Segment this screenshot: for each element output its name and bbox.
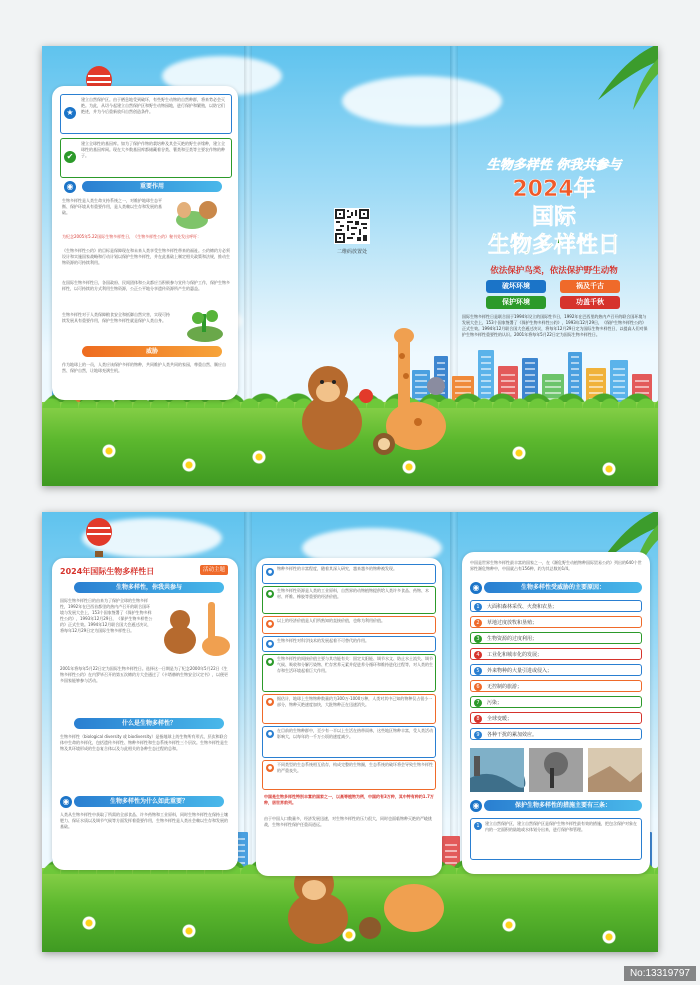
watermark: No:13319797 <box>624 966 696 981</box>
number-icon: 6 <box>474 683 482 691</box>
info-box-text: 在目前的生物种群中，至少有一半以上生活在热带雨林，这些地区物种丰富，受人类活动影响大，以每年约一千万公顷的速度减少。 <box>277 728 433 739</box>
reason-text: 草地过度放牧和垦殖； <box>487 620 538 626</box>
number-icon: 7 <box>474 699 482 707</box>
number-icon: ● <box>267 699 273 705</box>
info-box <box>60 94 232 134</box>
inner-middle-card <box>256 558 442 876</box>
number-icon: 2 <box>474 619 482 627</box>
daisy-icon <box>252 450 266 464</box>
star-icon: ★ <box>64 107 76 119</box>
theme-tag: 活动主题 <box>200 565 228 575</box>
reason-item <box>470 600 642 612</box>
cover-slogan: 生物多样性 你我共参与 <box>486 158 622 173</box>
info-box <box>262 636 436 652</box>
body-text: 生物多样性对于人类保障粮食安全和抵御自然灾害，实现可持续发展具有重要作用，保护生物多样性就是保护人类自身。 <box>62 312 170 323</box>
globe-icon: ◉ <box>470 582 482 594</box>
number-icon: 8 <box>474 715 482 723</box>
section-header: 威胁 <box>82 346 222 357</box>
info-box-text: 建立全球性的基因库。如为了保护作物的栽培种及其会灭绝的野生亲缘种，建立全球性的基因库网。现在大多数基因库都储藏着谷类、薯类和豆类等主要农作物的种子。 <box>81 141 225 158</box>
body-text: 在国际生物多样性日，各国政府、民间团体和公众都应当积极参与宣传与保护工作，保护生物多样性，以可持续的方式利用生物资源，公正公平地分享遗传资源所产生的惠益。 <box>62 280 230 291</box>
reason-item <box>470 648 642 660</box>
outer-sheet <box>42 46 658 486</box>
important-text: 生物多样性是人类生命支持系统之一，对维护地球生态平衡、保护环境具有重要作用，是人类赖以生存和发展的基础。 <box>62 198 162 215</box>
info-box <box>262 654 436 692</box>
inner-heading: 2024年国际生物多样性日 <box>60 567 155 576</box>
hot-air-balloon-icon <box>84 518 114 560</box>
globe-icon: ◉ <box>64 181 76 193</box>
check-icon: ✔ <box>64 151 76 163</box>
monkey-giraffe-illustration <box>288 326 458 466</box>
reason-text: 大面积森林采伐、火烧和农垦； <box>487 604 558 610</box>
cover-pill: 祸及千古 <box>560 280 620 293</box>
info-box <box>262 586 436 614</box>
cover-pill: 破坏环境 <box>486 280 546 293</box>
reason-text: 各种干扰的累加效应。 <box>487 732 538 738</box>
reason-text: 外来物种的大量引进或侵入； <box>487 668 553 674</box>
body-text: 中国是世界生物多样性最丰富的国家之一，在《濒危野生动植物种国际贸易公约》列出的640个世界性濒危物种中，中国就占有156种，约为其总数的1/4。 <box>470 560 642 571</box>
daisy-icon <box>502 918 516 932</box>
daisy-icon <box>102 444 116 458</box>
section-header: 生物多样性，你我共参与 <box>74 582 224 593</box>
info-box-text: 据估计，地球上生物物种数量约为300万-1000万种，人类对其中已知的物种仅占很小一部分，物种灭绝速度加快，大批物种正在迅速消失。 <box>277 696 433 707</box>
body-text: 生物多样性（biological diversity 或 biodiversity）是指地球上的生物所有形式、层次和联合体中生命的多样化，包括遗传多样性、物种多样性和生态系统多样性三个层次。生物多样性是生物及其环境形成的生态复合体以及与此相关的各种生态过程的总和。 <box>60 734 228 751</box>
reason-text: 无控制的旅游； <box>487 684 523 690</box>
inner-right-card <box>462 552 650 874</box>
info-box-text: 建立自然保护区。由于栖息地受到破坏，有些野生动物的自然种群，将来势必会灭绝。为此，从切今起建立自然保护区和野生动物园地，进行保护和繁殖，以防它们绝迹，并为今后重新放归自然创造条件。 <box>81 97 225 114</box>
palm-leaf-icon <box>578 46 658 110</box>
threat-text: 作为地球上的一员，人类应该保护多样的物种，共同维护人类共同的家园，尊重自然、顺应自然、保护自然，让地球充满生机。 <box>62 362 226 373</box>
number-icon: ● <box>267 731 273 737</box>
left-panel-card <box>52 86 238 400</box>
body-text: 由于中国人口数量多，经济发展迅速，对生物多样性的压力很大，同时也面临物种灭绝的严峻挑战，生物多样性保护任重而道远。 <box>264 816 432 827</box>
number-icon: 5 <box>474 667 482 675</box>
info-box-text: 以上的经济价值是人们所熟知的直接价值，也称为利用价值。 <box>277 618 385 623</box>
info-box <box>262 616 436 634</box>
monkey-giraffe-thumbnail <box>158 598 232 658</box>
red-highlight-text: 中国是生物多样性特别丰富的国家之一，以高等植物为例，中国约有3万种，其中特有种约1.7万种，居世界前列。 <box>264 794 434 805</box>
info-box-text: 生物多样性资源是人类的工业原料，自然界的动物植物提供给人类许多食品、药物、木材、纤维、橡胶等重要的经济价值。 <box>277 588 429 599</box>
cover-year: 2024年 <box>512 177 596 202</box>
daisy-icon <box>82 916 96 930</box>
qr-code <box>334 208 370 244</box>
body-text: 2001年将每年5月22日定为国际生物多样性日。选择这一日期是为了纪念2000年5月22日《生物多样性公约》在内罗毕召开的第五次缔约方大会通过了《卡塔赫纳生物安全议定书》，以便更多国家能够参与活动。 <box>60 666 228 683</box>
cover-intro: 国际生物多样性日是联合国于1994年设立的国际性节日，1992年在巴西里约热内卢召开的联合国环境与发展大会上，153个国家签署了《保护生物多样性公约》，1993年12月29日，《保护生物多样性公约》正式生效。1994年12月联合国大会通过决议，将每年12月29日定为国际生物多样性日，以提高人们对保护生物多样性重要性的认识。2001年将每年5月22日定为国际生物多样性日。 <box>462 314 648 337</box>
section-header: 生物多样性为什么如此重要？ <box>74 796 224 807</box>
pollution-illustration <box>470 748 642 794</box>
number-icon: ● <box>267 641 273 647</box>
info-box-text: 物种多样性的丰富程度，随着其深入研究，越来越多的物种被发现。 <box>277 566 397 571</box>
reason-item <box>470 728 642 740</box>
globe-icon: ◉ <box>470 800 482 812</box>
number-icon: ● <box>267 621 273 627</box>
cloud <box>342 76 502 126</box>
body-text: 《生物多样性公约》的目标是保障现在和未来人类享受生物多样性带来的福祉。公约缔约方必须设计和实施国家战略和行动计划以保护生物多样性，并在此基础上制定相关政策和法规，推动生物资源的可持续利用。 <box>62 248 230 265</box>
reason-text: 工业化和城市化的发展； <box>487 652 543 658</box>
cover-pill: 保护环境 <box>486 296 546 309</box>
number-icon: 3 <box>474 635 482 643</box>
info-box <box>470 818 642 860</box>
cover-title-line1: 国际 <box>531 205 576 230</box>
inner-sheet <box>42 512 658 952</box>
qr-code-icon <box>334 208 370 244</box>
reason-item <box>470 664 642 676</box>
reason-item <box>470 712 642 724</box>
number-icon: 1 <box>474 603 482 611</box>
reason-text: 全球变暖； <box>487 716 513 722</box>
cover-subtitle: 依法保护鸟类，依法保护野生动物 <box>490 266 618 276</box>
number-icon: 1 <box>474 822 482 830</box>
info-box <box>262 564 436 584</box>
section-header: 什么是生物多样性？ <box>74 718 224 729</box>
daisy-icon <box>512 446 526 460</box>
info-box <box>262 726 436 758</box>
reason-text: 污染； <box>487 700 503 706</box>
animals-illustration <box>172 194 228 230</box>
section-header: 保护生物多样性的措施主要有三条： <box>484 800 642 811</box>
daisy-icon <box>602 930 616 944</box>
number-icon: ● <box>267 569 273 575</box>
reason-item <box>470 696 642 708</box>
info-box-text: 建立自然保护区，建立自然保护区是保护生物多样性最有效的措施，把包含保护对象在内的一定面积的陆地或水体划分出来，进行保护和管理。 <box>485 821 637 832</box>
info-box <box>262 694 436 724</box>
number-icon: ● <box>267 659 273 665</box>
cover-title-line2: 生物多样性日 <box>487 233 620 258</box>
info-box <box>60 138 232 178</box>
inner-left-card <box>52 558 238 870</box>
red-note: 为纪念2005年5.22国际生物多样性日，《生物多样性公约》秘书处发出呼吁： <box>62 234 202 239</box>
info-box-text: 生物多样性的间接价值主要与其功能有关：固定太阳能、调节水文、防止水土流失、调节气候、吸收和分解污染物、贮存营养元素并促进养分循环和维持进化过程等，对人类的生存和生活环境起着巨大作用。 <box>277 656 433 673</box>
body-text: 人类从生物多样性中获取了所需的全部食品、许多药物和工业原料，同时生物多样性在保持土壤肥力、保证水质以及调节气候等方面发挥着重要作用，生物多样性是人类社会赖以生存和发展的基础。 <box>60 812 228 829</box>
section-header: 生物多样性受威胁的主要原因： <box>484 582 642 593</box>
number-icon: ● <box>267 765 273 771</box>
daisy-icon <box>182 924 196 938</box>
reason-item <box>470 632 642 644</box>
qr-caption: 二维码放置处 <box>336 249 367 255</box>
globe-icon: ◉ <box>60 796 72 808</box>
number-icon: ● <box>267 591 273 597</box>
body-text: 国际生物多样性日的由来为了保护全球的生物多样性，1992年在巴西首都里约热内卢召开的联合国环境与发展大会上，153个国家签署了《保护生物多样性公约》，1993年12月29日，《保护生物多样性公约》正式生效。1994年12月联合国大会通过决议，将每年12月29日定为国际生物多样性日。 <box>60 598 153 633</box>
info-box-text: 生物多样性对科学技术的发展起着不可替代的作用。 <box>277 638 369 643</box>
reason-text: 生物资源的过度利用； <box>487 636 538 642</box>
cover-pill: 功盖千秋 <box>560 296 620 309</box>
info-box-text: 不同类型的生态系统相互依存，构成完整的生物圈，生态系统的破坏将会导致生物多样性的严重丧失。 <box>277 762 433 773</box>
earth-plant-illustration <box>182 308 228 344</box>
number-icon: 4 <box>474 651 482 659</box>
info-box <box>262 760 436 790</box>
daisy-icon <box>182 458 196 472</box>
reason-item <box>470 616 642 628</box>
section-header: 重要作用 <box>82 181 222 192</box>
daisy-icon <box>602 462 616 476</box>
reason-item <box>470 680 642 692</box>
number-icon: 9 <box>474 731 482 739</box>
